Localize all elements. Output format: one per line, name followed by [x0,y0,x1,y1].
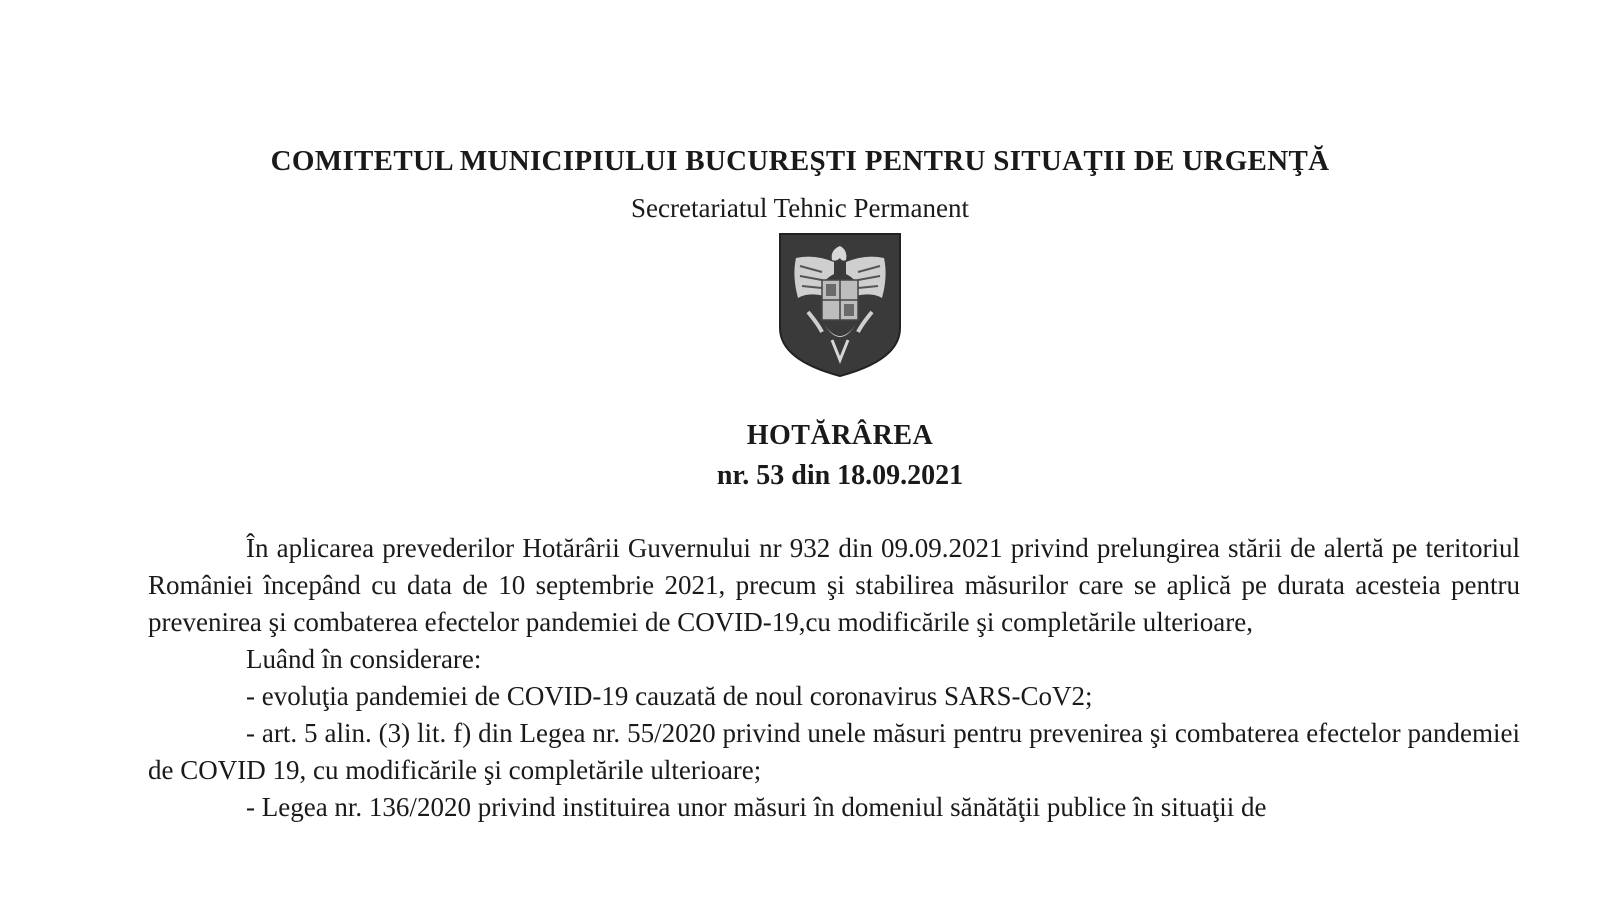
decision-number: nr. 53 din 18.09.2021 [716,460,964,491]
considering-item: - art. 5 alin. (3) lit. f) din Legea nr. 55/2020 privind unele măsuri pentru prevenirea şi combaterea efectelor pandemiei de COVID 19, cu modificările şi completările ulterioare; [148,718,1520,785]
decision-title: HOTĂRÂREA [746,420,934,451]
document-body [148,530,1520,826]
romanian-coat-of-arms-icon [778,232,902,378]
department-subtitle: Secretariatul Tehnic Permanent [631,193,969,223]
considering-heading: Luând în considerare: [246,644,482,674]
considering-item: - Legea nr. 136/2020 privind instituirea unor măsuri în domeniul sănătăţii publice în situaţii de [246,792,1267,822]
considering-item: - evoluţia pandemiei de COVID-19 cauzată de noul coronavirus SARS-CoV2; [246,681,1093,711]
intro-paragraph: În aplicarea prevederilor Hotărârii Guvernului nr 932 din 09.09.2021 privind prelungirea stării de alertă pe teritoriul României începând cu data de 10 septembrie 2021, precum şi stabilirea măsurilor care se aplică pe durata acesteia pentru prevenirea şi combaterea efectelor pandemiei de COVID-19,cu modificările şi completările ulterioare, [148,533,1520,637]
institution-title: COMITETUL MUNICIPIULUI BUCUREŞTI PENTRU SITUAŢII DE URGENŢĂ [270,145,1330,177]
